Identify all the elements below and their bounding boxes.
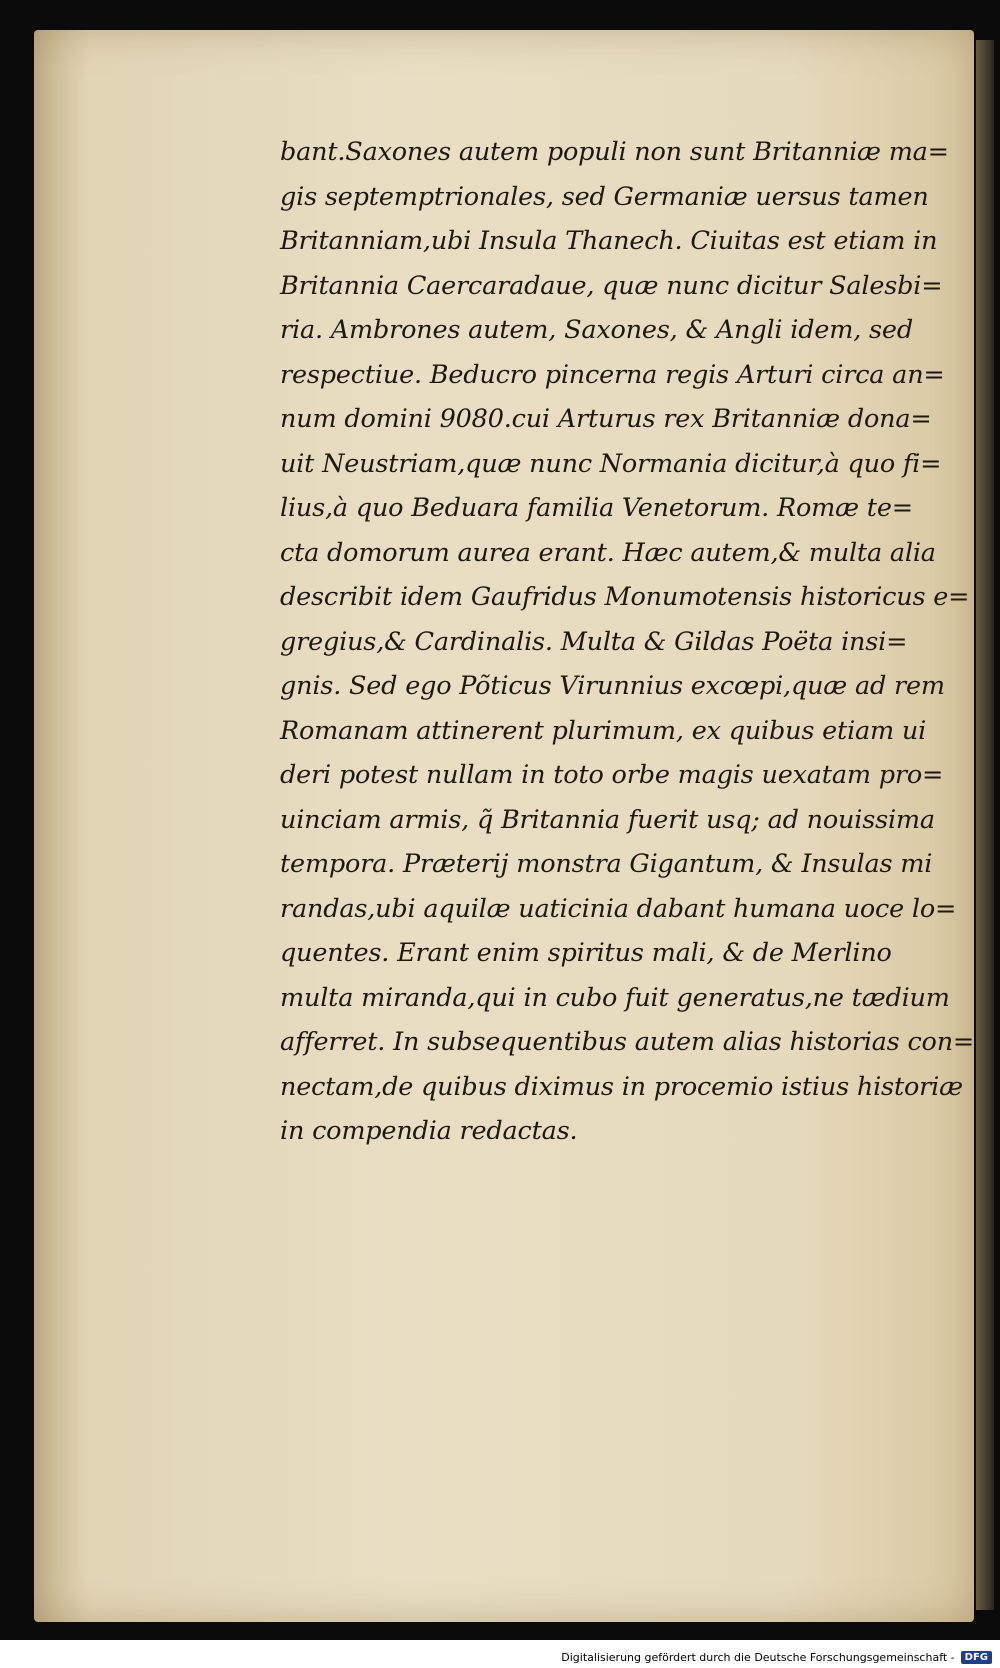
text-line: uit Neustriam,quæ nunc Normania dicitur,à quo fi= [280, 448, 942, 479]
text-line: gregius,& Cardinalis. Multa & Gildas Poëta insi= [280, 626, 908, 657]
text-line: respectiue. Beducro pincerna regis Arturi circa an= [280, 359, 945, 390]
text-line: num domini 9080.cui Arturus rex Britanniæ dona= [280, 404, 932, 434]
text-line: Britanniam,ubi Insula Thanech. Ciuitas est etiam in [280, 226, 938, 256]
page-edge-shadow [976, 40, 994, 1610]
text-line: describit idem Gaufridus Monumotensis historicus e= [280, 582, 970, 612]
text-line: afferret. In subsequentibus autem alias historias con= [280, 1027, 975, 1057]
text-line: cta domorum aurea erant. Hæc autem,& multa alia [280, 537, 936, 568]
dfg-logo: DFG [961, 1651, 992, 1664]
text-line: Romanam attinerent plurimum, ex quibus etiam ui [280, 715, 927, 746]
text-line: ria. Ambrones autem, Saxones, & Angli idem, sed [280, 315, 913, 345]
text-line: uinciam armis, q̃ Britannia fuerit usq; ad nouissima [280, 804, 935, 835]
text-line: lius,à quo Beduara familia Venetorum. Romæ te= [280, 493, 913, 523]
text-line: multa miranda,qui in cubo fuit generatus,ne tædium [280, 982, 950, 1013]
text-line: gnis. Sed ego Põticus Virunnius excœpi,quæ ad rem [280, 671, 945, 701]
page-text-block [280, 130, 975, 1154]
text-line: Britannia Caercaradaue, quæ nunc dicitur Salesbi= [280, 270, 943, 301]
text-line: randas,ubi aquilæ uaticinia dabant humana uoce lo= [280, 893, 957, 924]
text-line: in compendia redactas. [280, 1116, 578, 1146]
text-line: bant.Saxones autem populi non sunt Britanniæ ma= [280, 137, 949, 167]
text-line: gis septemptrionales, sed Germaniæ uersus tamen [280, 181, 929, 212]
text-line: deri potest nullam in toto orbe magis uexatam pro= [280, 760, 944, 790]
text-line: quentes. Erant enim spiritus mali, & de Merlino [280, 938, 892, 968]
funding-credit-text: Digitalisierung gefördert durch die Deutsche Forschungsgemeinschaft - [561, 1651, 955, 1664]
text-line: nectam,de quibus diximus in procemio istius historiæ [280, 1071, 963, 1102]
funding-footer [561, 1651, 992, 1664]
text-line: tempora. Præterij monstra Gigantum, & Insulas mi [280, 849, 933, 879]
